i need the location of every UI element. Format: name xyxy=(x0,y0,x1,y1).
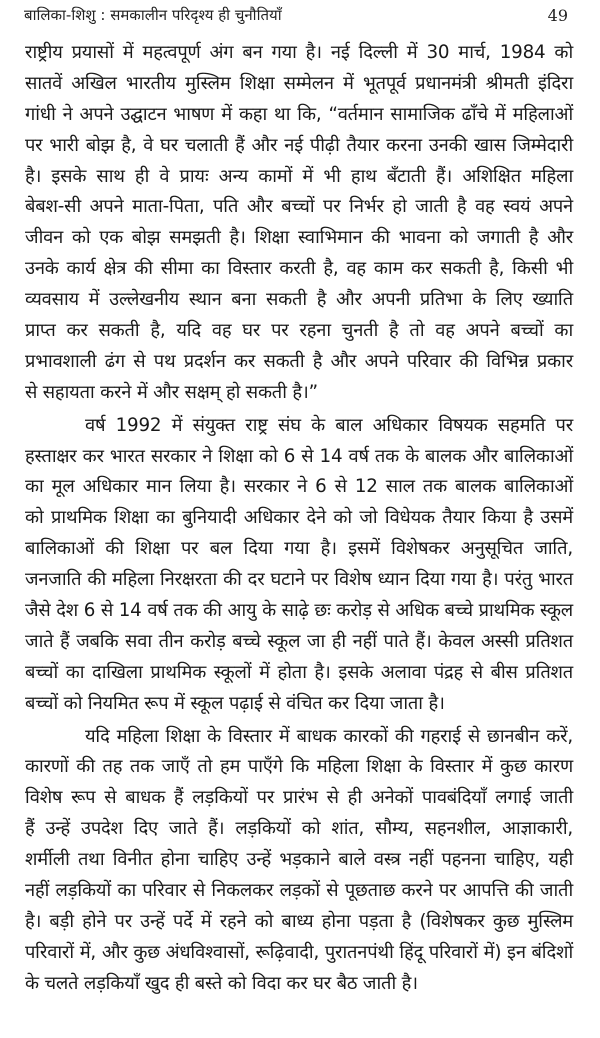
text-line: उनके कार्य क्षेत्र की सीमा का विस्तार करती है, वह काम कर सकती है, किसी भी xyxy=(25,258,573,280)
text-line: यदि महिला शिक्षा के विस्तार में बाधक कारकों की गहराई से छानबीन करें, xyxy=(85,725,573,747)
text-line: का मूल अधिकार मान लिया है। सरकार ने 6 से 12 साल तक बालक बालिकाओं xyxy=(25,476,573,498)
text-line: से सहायता करने में और सक्षम् हो सकती है।” xyxy=(25,381,318,403)
text-line: हैं उन्हें उपदेश दिए जाते हैं। लड़कियों को शांत, सौम्य, सहनशील, आज्ञाकारी, xyxy=(25,818,573,840)
text-line: जनजाति की महिला निरक्षरता की दर घटाने पर विशेष ध्यान दिया गया है। परंतु भारत xyxy=(25,569,573,591)
running-title: बालिका-शिशु : समकालीन परिदृश्य ही चुनौतियाँ xyxy=(24,6,282,24)
text-line: हस्ताक्षर कर भारत सरकार ने शिक्षा को 6 से 14 वर्ष तक के बालक और बालिकाओं xyxy=(25,445,573,467)
text-line: बच्चों का दाखिला प्राथमिक स्कूलों में होता है। इसके अलावा पंद्रह से बीस प्रतिशत xyxy=(25,661,573,683)
text-line: शर्मीली तथा विनीत होना चाहिए उन्हें भड़काने बाले वस्त्र नहीं पहनना चाहिए, यही xyxy=(25,849,573,871)
paragraph-3 xyxy=(25,722,573,1000)
paragraph-1 xyxy=(25,38,573,409)
text-line: पर भारी बोझ है, वे घर चलाती हैं और नई पीढ़ी तैयार करना उनकी खास जिम्मेदारी xyxy=(25,134,573,156)
text-line: विशेष रूप से बाधक हैं लड़कियों पर प्रारंभ से ही अनेकों पावबंदियाँ लगाई जाती xyxy=(25,787,573,809)
text-line: के चलते लड़कियाँ खुद ही बस्ते को विदा कर घर बैठ जाती है। xyxy=(25,972,418,994)
page-number: 49 xyxy=(547,5,568,25)
text-line: जीवन को एक बोझ समझती है। शिक्षा स्वाभिमान की भावना को जगाती है और xyxy=(25,227,573,249)
text-line: को प्राथमिक शिक्षा का बुनियादी अधिकार देने को जो विधेयक तैयार किया है उसमें xyxy=(25,507,573,529)
text-line: बेबश-सी अपने माता-पिता, पति और बच्चों पर निर्भर हो जाती है वह स्वयं अपने xyxy=(25,196,573,218)
text-line: सातवें अखिल भारतीय मुस्लिम शिक्षा सम्मेलन में भूतपूर्व प्रधानमंत्री श्रीमती इंदिरा xyxy=(25,72,573,94)
text-line: बच्चों को नियमित रूप में स्कूल पढ़ाई से वंचित कर दिया जाता है। xyxy=(25,692,445,714)
text-line: कारणों की तह तक जाएँ तो हम पाएँगे कि महिला शिक्षा के विस्तार में कुछ कारण xyxy=(25,756,573,778)
text-line: गांधी ने अपने उद्घाटन भाषण में कहा था कि, “वर्तमान सामाजिक ढाँचे में महिलाओं xyxy=(25,103,573,125)
text-line: राष्ट्रीय प्रयासों में महत्वपूर्ण अंग बन गया है। नई दिल्ली में 30 मार्च, 1984 को xyxy=(25,42,573,63)
text-line: वर्ष 1992 में संयुक्त राष्ट्र संघ के बाल अधिकार विषयक सहमति पर xyxy=(85,414,573,436)
text-line: प्रभावशाली ढंग से पथ प्रदर्शन कर सकती है और अपने परिवार की विभिन्न प्रकार xyxy=(25,350,573,372)
text-line: है। बड़ी होने पर उन्हें पर्दे में रहने को बाध्य होना पड़ता है (विशेषकर कुछ मुस्लिम xyxy=(25,910,573,932)
text-line: नहीं लड़कियों का परिवार से निकलकर लड़कों से पूछताछ करने पर आपत्ति की जाती xyxy=(25,880,573,902)
text-line: परिवारों में, और कुछ अंधविश्वासों, रूढ़िवादी, पुरातनपंथी हिंदू परिवारों में) इन बंदिशों xyxy=(25,941,573,963)
text-line: बालिकाओं की शिक्षा पर बल दिया गया है। इसमें विशेषकर अनुसूचित जाति, xyxy=(25,538,573,560)
running-header xyxy=(24,2,576,28)
text-line: प्राप्त कर सकती है, यदि वह घर पर रहना चुनती है तो वह अपने बच्चों का xyxy=(25,320,573,342)
text-line: व्यवसाय में उल्लेखनीय स्थान बना सकती है और अपनी प्रतिभा के लिए ख्याति xyxy=(25,289,573,311)
paragraph-2 xyxy=(25,411,573,720)
body-text xyxy=(25,38,573,1000)
text-line: जैसे देश 6 से 14 वर्ष तक की आयु के साढ़े छः करोड़ से अधिक बच्चे प्राथमिक स्कूल xyxy=(25,600,573,622)
text-line: है। इसके साथ ही वे प्रायः अन्य कामों में भी हाथ बँटाती हैं। अशिक्षित महिला xyxy=(25,165,573,187)
text-line: जाते हैं जबकि सवा तीन करोड़ बच्चे स्कूल जा ही नहीं पाते हैं। केवल अस्सी प्रतिशत xyxy=(25,630,573,652)
